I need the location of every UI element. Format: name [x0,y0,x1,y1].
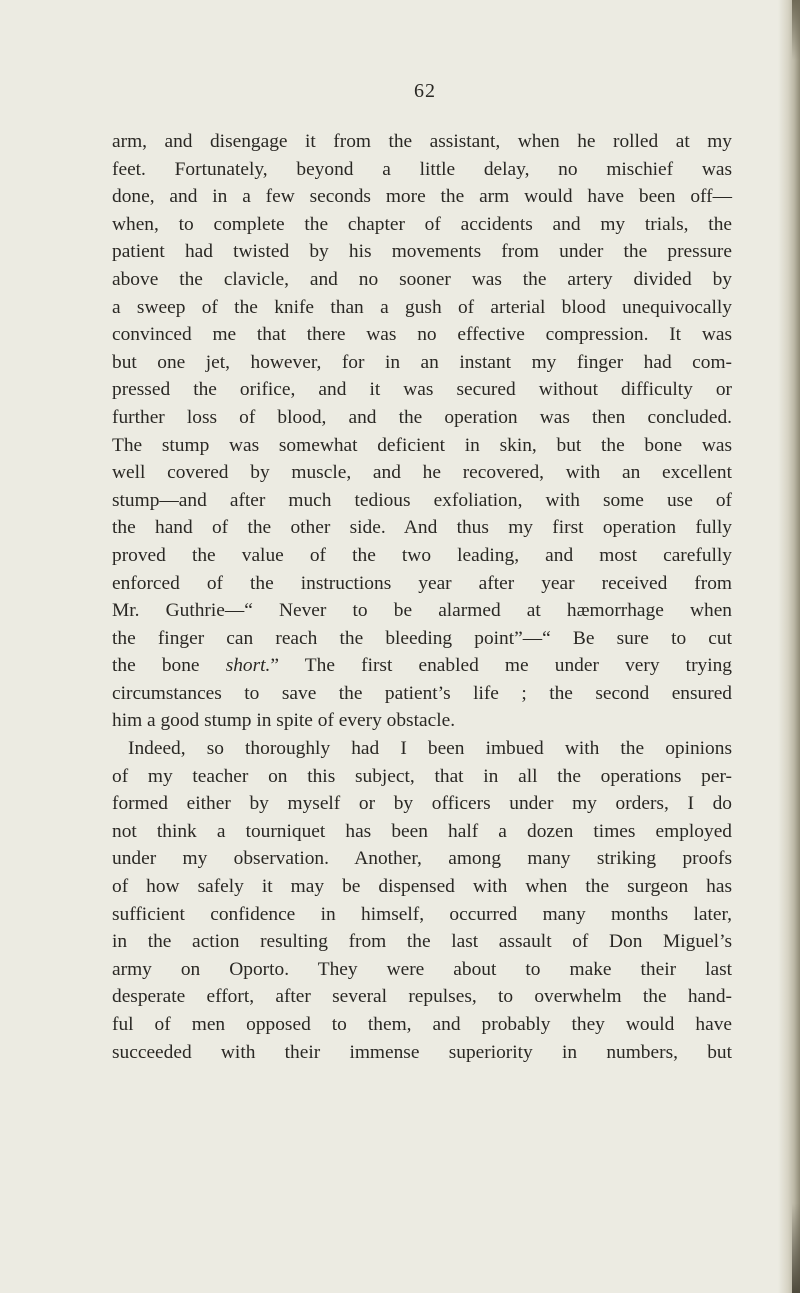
text-line: of how safely it may be dispensed with when the surgeon has [112,876,732,898]
text-line-with-emphasis [112,652,732,680]
text-line: desperate effort, after several repulses, to overwhelm the hand- [112,986,732,1008]
paragraph-end-line: him a good stump in spite of every obstacle. [112,710,456,732]
text-line: of my teacher on this subject, that in all the operations per- [112,765,732,787]
text-line: proved the value of the two leading, and most carefully [112,544,732,566]
text-line: well covered by muscle, and he recovered, with an excellent [112,462,732,484]
text-line: convinced me that there was no effective compression. It was [112,324,732,346]
body-text [112,128,732,1066]
text-line: patient had twisted by his movements from under the pressure [112,241,732,263]
text-line: under my observation. Another, among many striking proofs [112,848,732,870]
page-edge-mark-bottom [792,1203,800,1293]
page-number: 62 [414,80,436,102]
text-line: pressed the orifice, and it was secured without difficulty or [112,379,732,401]
emphasized-word: short. [225,655,271,677]
text-line: formed either by myself or by officers under my orders, I do [112,793,732,815]
text-line: done, and in a few seconds more the arm would have been off— [112,186,732,208]
text-line: Mr. Guthrie—“ Never to be alarmed at hæmorrhage when [112,600,732,622]
page-edge-mark-top [792,0,800,60]
text-line: The stump was somewhat deficient in skin, but the bone was [112,434,732,456]
text-line: enforced of the instructions year after year received from [112,572,732,594]
text-segment: the bone [112,655,226,677]
text-line: in the action resulting from the last assault of Don Miguel’s [112,931,732,953]
text-line: not think a tourniquet has been half a dozen times employed [112,820,732,842]
text-line: the finger can reach the bleeding point”—“ Be sure to cut [112,627,732,649]
text-line: succeeded with their immense superiority in numbers, but [112,1041,732,1063]
text-line: above the clavicle, and no sooner was the artery divided by [112,268,732,290]
text-line: circumstances to save the patient’s life ; the second ensured [112,682,732,704]
text-line: feet. Fortunately, beyond a little delay, no mischief was [112,158,732,180]
text-line: ful of men opposed to them, and probably they would have [112,1014,732,1035]
text-line: sufficient confidence in himself, occurred many months later, [112,903,732,925]
text-line: army on Oporto. They were about to make their last [112,958,732,980]
text-segment: ” The first enabled me under very trying [270,655,732,677]
text-line: further loss of blood, and the operation was then concluded. [112,406,732,428]
text-line: but one jet, however, for in an instant my finger had com- [112,351,732,373]
text-line: when, to complete the chapter of accidents and my trials, the [112,213,732,235]
text-line: a sweep of the knife than a gush of arterial blood unequivocally [112,296,732,318]
text-line: arm, and disengage it from the assistant, when he rolled at my [112,131,732,152]
page-edge-shadow [778,0,800,1293]
text-line: stump—and after much tedious exfoliation, with some use of [112,489,732,511]
paragraph-start-line: Indeed, so thoroughly had I been imbued with the opinions [128,738,732,760]
text-line: the hand of the other side. And thus my first operation fully [112,517,732,539]
